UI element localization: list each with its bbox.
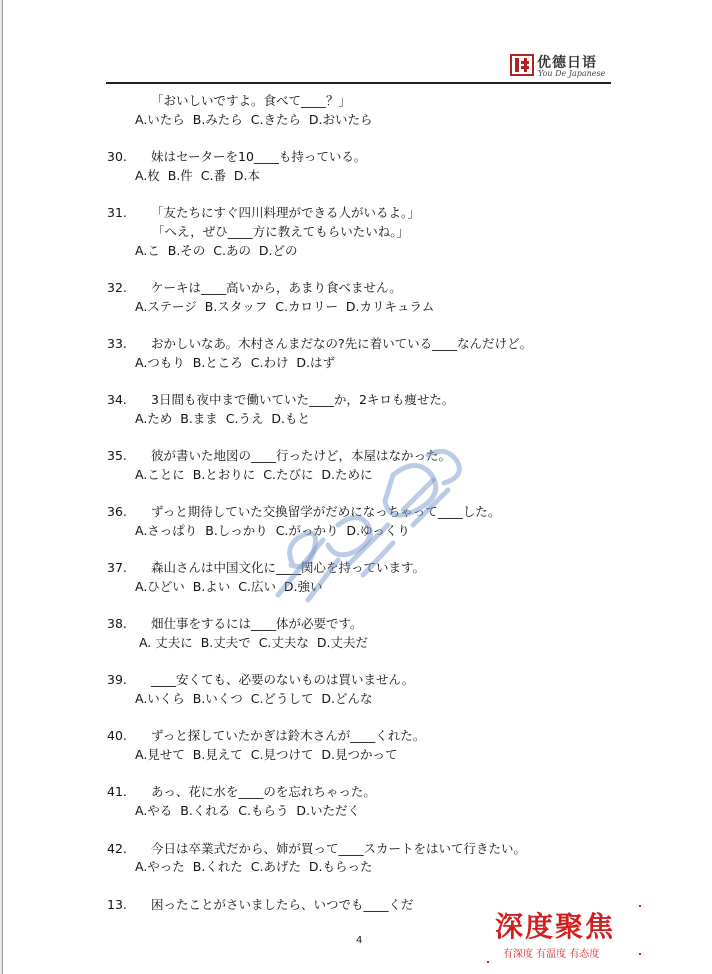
question-line	[107, 783, 597, 802]
question-number: 13.	[107, 896, 127, 912]
question-text: あっ、花に水を____のを忘れちゃった。	[151, 784, 376, 800]
answer-options: A.さっぱり B.しっかり C.がっかり D.ゆっくり	[135, 522, 410, 538]
question-number: 37.	[107, 560, 127, 576]
answer-options: A.ひどい B.よい C.広い D.強い	[135, 578, 323, 594]
answer-options: A.枚 B.件 C.番 D.本	[135, 167, 260, 183]
answer-options: A.やった B.くれた C.あげた D.もらった	[135, 859, 373, 875]
question-line	[107, 279, 597, 298]
question-line	[107, 447, 597, 466]
question-item	[107, 503, 597, 540]
question-item	[107, 204, 597, 260]
logo-chinese-name: 优德日语	[537, 55, 597, 71]
question-number: 31.	[107, 205, 127, 221]
brand-dot	[639, 905, 641, 907]
question-line	[107, 559, 597, 578]
question-text: 畑仕事をするには____体が必要です。	[151, 616, 363, 632]
question-text: 「おいしいですよ。食べて____？」	[151, 93, 352, 108]
header-rule	[106, 82, 611, 84]
answer-options: A.ステージ B.スタッフ C.カロリー D.カリキュラム	[135, 298, 435, 314]
question-number: 42.	[107, 840, 127, 856]
question-text: 妹はセーターを10____も持っている。	[151, 149, 367, 165]
question-item	[107, 279, 597, 316]
document-page	[2, 0, 712, 974]
question-number: 34.	[107, 392, 127, 407]
question-number: 33.	[107, 335, 127, 351]
logo-mark-icon	[510, 53, 534, 77]
question-text: 森山さんは中国文化に____関心を持っています。	[151, 560, 426, 576]
question-line	[107, 92, 597, 111]
question-number: 36.	[107, 504, 127, 520]
question-line	[107, 727, 597, 746]
header-logo	[510, 53, 610, 79]
question-line	[107, 148, 597, 167]
question-line	[107, 391, 597, 410]
question-item	[107, 148, 597, 185]
answer-options: A.ため B.まま C.うえ D.もと	[135, 410, 310, 426]
question-line	[107, 223, 597, 242]
answer-options: A.いくら B.いくつ C.どうして D.どんな	[135, 691, 373, 706]
question-number: 39.	[107, 672, 127, 688]
question-line	[107, 840, 597, 859]
question-text: 今日は卒業式だから、姉が買って____スカートをはいて行きたい。	[151, 840, 527, 856]
brand-dot	[487, 961, 489, 963]
question-item	[107, 840, 597, 877]
question-text: ケーキは____高いから，あまり食べません。	[151, 279, 402, 295]
question-text: ____安くても、必要のないものは買いません。	[151, 672, 415, 688]
question-line	[107, 204, 597, 223]
question-list	[107, 92, 597, 933]
question-number: 30.	[107, 149, 127, 165]
answer-options: A. 丈夫に B.丈夫で C.丈夫な D.丈夫だ	[135, 634, 368, 650]
question-text: 3日間も夜中まで働いていた____か，2キロも痩せた。	[151, 392, 455, 407]
question-line	[107, 615, 597, 634]
logo-english-name: You De Japanese	[538, 69, 606, 78]
question-item	[107, 559, 597, 596]
question-line	[107, 335, 597, 354]
question-number: 32.	[107, 279, 127, 295]
question-text: おかしいなあ。木村さんまだなの?先に着いている____なんだけど。	[151, 335, 533, 351]
question-text: ずっと期待していた交換留学がだめになっちゃって____した。	[151, 504, 501, 520]
question-number: 40.	[107, 728, 127, 744]
brand-title: 深度聚焦	[495, 910, 616, 943]
question-number: 41.	[107, 784, 127, 800]
answer-options: A.つもり B.ところ C.わけ D.はず	[135, 354, 335, 370]
question-item	[107, 615, 597, 652]
question-line	[107, 671, 597, 690]
question-item	[107, 671, 597, 708]
question-line	[107, 503, 597, 522]
question-item	[107, 783, 597, 820]
footer-brand	[495, 905, 645, 965]
question-text: 彼が書いた地図の____行ったけど，本屋はなかった。	[151, 448, 452, 464]
answer-options: A.こ B.その C.あの D.どの	[135, 242, 298, 258]
question-item	[107, 447, 597, 484]
page-number: 4	[356, 935, 363, 946]
question-text: 困ったことがさいましたら、いつでも____くだ	[151, 896, 414, 912]
question-item	[107, 391, 597, 428]
question-item	[107, 335, 597, 372]
question-text: 「友たちにすぐ四川料理ができる人がいるよ。」	[151, 205, 420, 221]
question-number: 35.	[107, 448, 127, 464]
answer-options: A.やる B.くれる C.もらう D.いただく	[135, 803, 360, 819]
question-item	[107, 92, 597, 129]
answer-options: A.ことに B.とおりに C.たびに D.ために	[135, 466, 373, 482]
question-text: ずっと探していたかぎは鈴木さんが____くれた。	[151, 728, 426, 744]
answer-options: A.見せて B.見えて C.見つけて D.見つかって	[135, 747, 398, 763]
question-number: 38.	[107, 616, 127, 632]
brand-slogan: 有深度 有温度 有态度	[503, 949, 600, 960]
question-text: 「へえ，ぜひ____方に教えてもらいたいね。」	[152, 223, 410, 239]
answer-options: A.いたら B.みたら C.きたら D.おいたら	[135, 111, 373, 127]
question-item	[107, 727, 597, 764]
brand-dot	[639, 953, 641, 955]
